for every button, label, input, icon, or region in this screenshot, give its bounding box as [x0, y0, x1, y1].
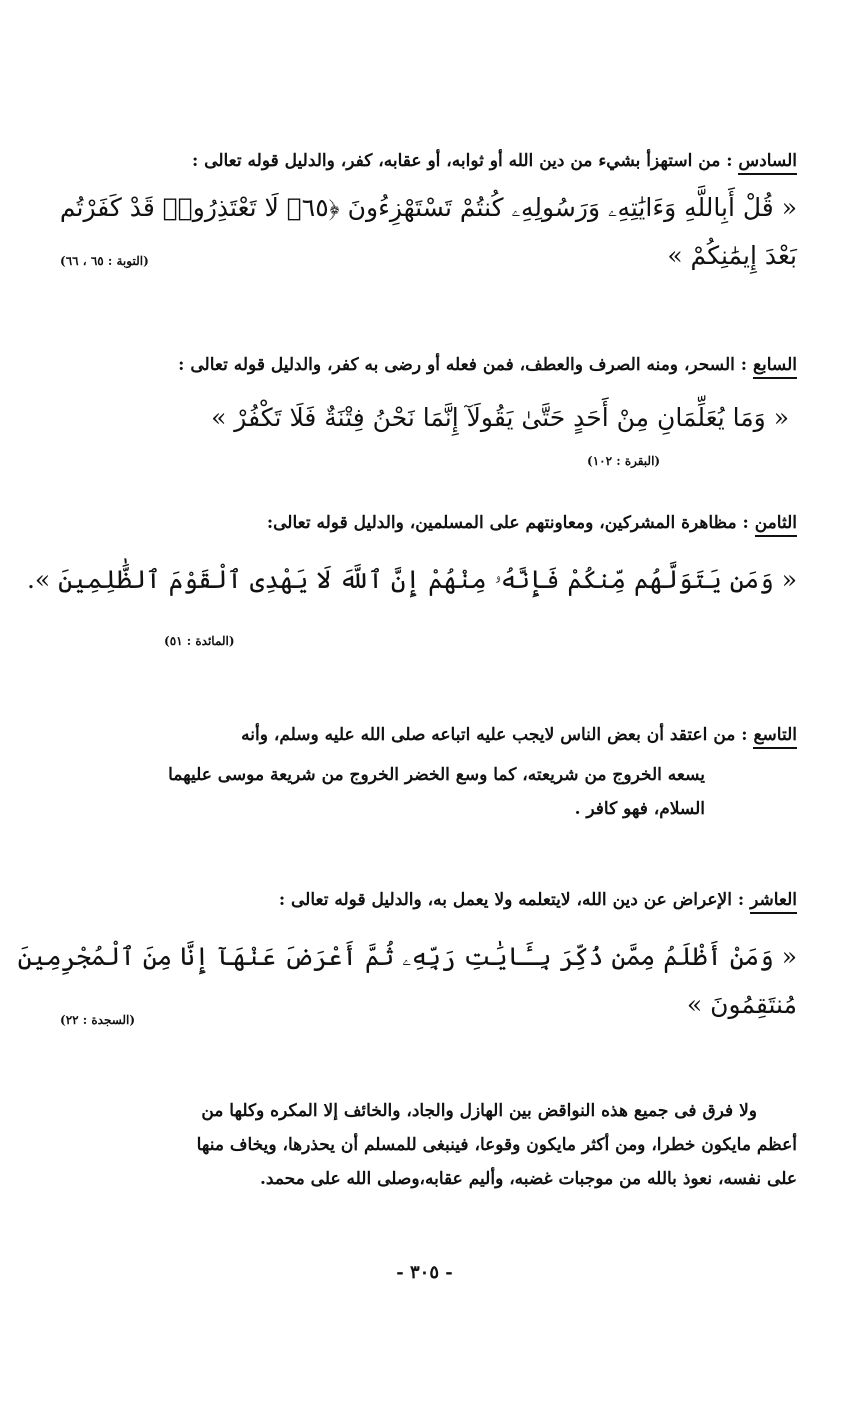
section-seventh: [52, 350, 797, 468]
paragraph-line: يسعه الخروج من شريعته، كما وسع الخضر الخروج من شريعة موسى عليهما: [168, 765, 705, 785]
section-term: الثامن: [755, 513, 797, 537]
section-text: : الإعراض عن دين الله، لايتعلمه ولا يعمل به، والدليل قوله تعالى :: [278, 890, 745, 910]
page-number: - ٣٠٥ -: [396, 1262, 453, 1283]
verse-reference: (التوبة : ٦٥ ، ٦٦): [60, 254, 149, 268]
paragraph-line: ولا فرق فى جميع هذه النواقض بين الهازل والجاد، والخائف إلا المكره وكلها من: [201, 1101, 757, 1121]
verse-line: بَعْدَ إِيمَٰنِكُمْ »: [667, 241, 797, 270]
section-sixth: [52, 146, 797, 280]
section-text: : السحر، ومنه الصرف والعطف، فمن فعله أو رضى به كفر، والدليل قوله تعالى :: [178, 355, 748, 375]
verse-reference: (المائدة : ٥١): [164, 634, 235, 648]
section-eighth: [26, 508, 797, 648]
section-term: التاسع: [753, 725, 797, 749]
section-term: العاشر: [750, 890, 797, 914]
section-term: السابع: [753, 355, 797, 379]
verse-line: « وَمَا يُعَلِّمَانِ مِنْ أَحَدٍ حَتَّىٰ يَقُولَآ إِنَّمَا نَحْنُ فِتْنَةٌ فَلَا تَكْفُرْ »: [211, 403, 789, 432]
section-text: : مظاهرة المشركين، ومعاونتهم على المسلمين، والدليل قوله تعالى:: [266, 513, 749, 533]
section-tenth: [17, 885, 797, 1029]
section-text: : من اعتقد أن بعض الناس لايجب عليه اتباعه صلى الله عليه وسلم، وأنه: [241, 725, 748, 745]
verse-reference: (السجدة : ٢٢): [60, 1013, 136, 1027]
closing-paragraph: [52, 1094, 797, 1196]
verse-line: « قُلْ أَبِاللَّهِ وَءَايَٰتِهِۦ وَرَسُولِهِۦ كُنتُمْ تَسْتَهْزِءُونَ ﴿٦٥﴾ لَا تَعْتَذِرُوا۟ قَدْ كَفَرْتُم: [59, 193, 797, 222]
section-ninth: [52, 718, 797, 826]
section-heading: [52, 350, 797, 380]
section-term: السادس: [738, 151, 797, 175]
section-heading: [52, 146, 797, 176]
paragraph-line: السلام، فهو كافر .: [574, 799, 705, 819]
section-heading: [52, 885, 797, 915]
verse-reference: (البقرة : ١٠٢): [587, 454, 661, 468]
paragraph-line: أعظم مايكون خطرا، ومن أكثر مايكون وقوعا، فينبغى للمسلم أن يحذرها، ويخاف منها: [196, 1135, 797, 1155]
paragraph-line: على نفسه، نعوذ بالله من موجبات غضبه، وأليم عقابه،وصلى الله على محمد.: [260, 1169, 797, 1189]
verse-line: « وَمَنْ أَظْلَمُ مِمَّن ذُكِّرَ بِـَٔايَٰتِ رَبِّهِۦ ثُمَّ أَعْرَضَ عَنْهَآ إِنَّا مِنَ ٱلْمُجْرِمِينَ: [17, 942, 797, 971]
verse-line: مُنتَقِمُونَ »: [686, 990, 797, 1019]
verse-line: « وَمَن يَتَوَلَّهُم مِّنكُمْ فَإِنَّهُۥ مِنْهُمْ إِنَّ ٱللَّهَ لَا يَهْدِى ٱلْقَوْمَ ٱلظَّٰلِمِينَ ».: [26, 565, 797, 594]
section-text: : من استهزأ بشيء من دين الله أو ثوابه، أو عقابه، كفر، والدليل قوله تعالى :: [191, 151, 733, 171]
section-heading: [52, 508, 797, 538]
section-heading: [52, 718, 797, 752]
